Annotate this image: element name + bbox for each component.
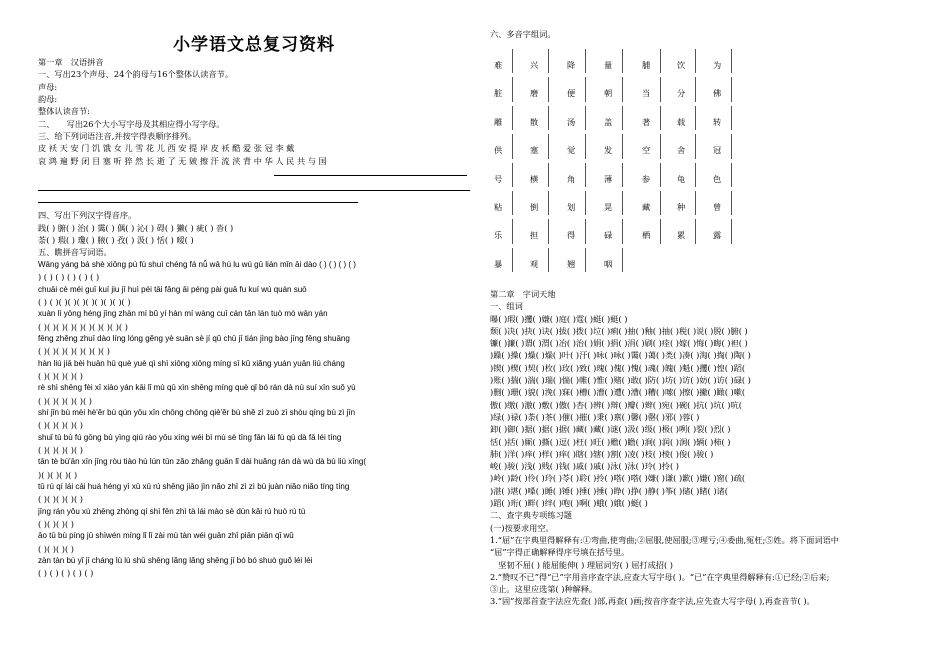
text-line: )湛( )堪( )嗓( )睡( )锤( )捶( )捶( )睁( )挣( )静( )筝( )储( )睹( )诸( [490, 485, 728, 496]
polyphonic-char: 便 [567, 88, 576, 99]
answer-bracket [585, 219, 586, 243]
answer-bracket [695, 134, 696, 158]
polyphonic-char: 冠 [713, 145, 722, 156]
text-line: 哀 鸿 遍 野 闭 目 塞 听 猝 然 长 逝 了 无 皴 擦 汗 流 浃 背 中 华 人 民 共 与 国 [38, 155, 327, 166]
answer-bracket [660, 106, 661, 130]
polyphonic-char: 散 [530, 116, 539, 127]
pinyin-line: shuǐ tù bù fú gōng bù yìng qiú rào yōu xíng wéi bì mù sè tīng fān lái fù qù dà fā léi tíng [38, 432, 342, 442]
pinyin-line: zàn tàn bù yǐ jī cháng lù lù shū shēng lǎng lǎng shēng jī bó bó shuò guǒ léi léi [38, 556, 313, 566]
polyphonic-char: 供 [494, 145, 503, 156]
text-line: )蹈( )珩( )畔( )绊( )咆( )啊( )蛾( )娥( )蜓( ) [490, 498, 648, 509]
answer-brackets: ) ( ) ( ) ( ) ( ) ( ) [38, 272, 100, 283]
polyphonic-char: 薄 [604, 173, 613, 184]
answer-bracket [622, 191, 623, 215]
answer-bracket [660, 219, 661, 243]
pinyin-line: hàn liú jiā bèi huān hū què yuè qì shì xiōng xiōng míng sī kǔ xiǎng yuán yuān liú cháng [38, 358, 345, 368]
answer-brackets: ( )( )( )( )( )( )( )( ) [38, 346, 110, 357]
answer-brackets: ( )( )( )( )( ) [38, 444, 83, 455]
pinyin-line: Wāng yáng bá shè xiōng pú fù shuì chéng fá nǚ wā hú lu wú gū lián mǐn āi dào ( ) ( ) ( ) ( ) [38, 259, 356, 269]
polyphonic-char: 量 [604, 60, 613, 70]
text-line: 整体认读音节: [38, 106, 90, 117]
polyphonic-char: 分 [677, 88, 686, 99]
answer-bracket [660, 134, 661, 158]
answer-bracket [585, 191, 586, 215]
polyphonic-char: 角 [567, 173, 576, 184]
text-line: 一、写出23个声母、24个韵母与16个整体认读音节。 [38, 69, 234, 80]
answer-bracket [622, 106, 623, 130]
text-line: )账( )揣( )湍( )瑞( )惴( )帷( )惟( )赌( )敢( )防( )坊( )访( )妨( )访( )碌( ) [490, 375, 751, 386]
answer-bracket [731, 219, 732, 243]
polyphonic-char: 发 [604, 145, 613, 156]
answer-bracket [548, 106, 549, 130]
polyphonic-char: 栖 [642, 230, 651, 241]
polyphonic-char: 著 [642, 116, 651, 127]
answer-bracket [548, 77, 549, 101]
text-line: 坚韧不屈( ) 能屈能伸( ) 理屈词穷( ) 屈打成招( ) [490, 559, 673, 570]
polyphonic-char: 号 [494, 173, 503, 184]
pinyin-line: āo tū bù píng jū shìwén míng lǐ lǐ zài mù tàn wéi guān zhǐ piān piān qǐ wǔ [38, 531, 294, 541]
text-line: 三、给下列词语注音,并按字得表顺序排列。 [38, 131, 197, 142]
answer-bracket [731, 77, 732, 101]
pinyin-line: jīng rán yǒu xù zhēng zhòng qí shì fēn zhì tà lái mào sè dùn kāi rú huò rú tù [38, 506, 306, 516]
polyphonic-char: 朝 [604, 88, 613, 99]
polyphonic-char: 倒 [530, 202, 539, 212]
answer-bracket [622, 49, 623, 73]
answer-bracket [695, 163, 696, 187]
polyphonic-char: 晃 [604, 202, 613, 212]
text-line: 第二章 字词天地 [490, 289, 556, 299]
polyphonic-char: 难 [494, 60, 503, 70]
answer-bracket [622, 248, 623, 272]
answer-bracket [660, 191, 661, 215]
polyphonic-char: 藏 [642, 202, 651, 212]
answer-bracket [622, 163, 623, 187]
answer-brackets: ( )( )( )( )( )( ) [38, 395, 92, 406]
polyphonic-char: 汤 [567, 116, 576, 127]
polyphonic-char: 为 [713, 60, 722, 70]
polyphonic-grid [490, 58, 930, 288]
polyphonic-char: 转 [713, 116, 722, 127]
text-line: 颓( )决( )抉( )诀( )拔( )拨( )垃( )痢( )抽( )釉( )抽( )税( )说( )脱( )腑( ) [490, 325, 748, 336]
polyphonic-char: 暴 [494, 258, 503, 269]
answer-brackets: ( )( )( )( )( )( )( )( )( )( ) [38, 321, 128, 332]
polyphonic-char: 磨 [530, 88, 539, 99]
answer-bracket [695, 49, 696, 73]
answer-bracket [548, 248, 549, 272]
answer-bracket [731, 49, 732, 73]
text-line: 皮 袄 天 安 门 饥 饿 女 儿 雪 花 儿 西 安 提 岸 皮 袄 酷 爱 张 冠 李 戴 [38, 143, 295, 154]
answer-bracket [512, 163, 513, 187]
polyphonic-char: 舍 [677, 145, 686, 156]
text-line: 恬( )括( )厮( )撕( )逗( )枉( )旺( )赡( )瞻( )涧( )润( )涧( )辆( )柿( ) [490, 436, 731, 447]
polyphonic-char: 雕 [494, 116, 503, 127]
text-line: 四、写出下列汉字得音序。 [38, 210, 137, 221]
text-line: 卸( )御( )据( )据( )据( )藏( )藏( )谜( )汲( )级( )极( )咧( )裂( )烈( ) [490, 424, 731, 435]
answer-bracket [548, 163, 549, 187]
polyphonic-char: 横 [530, 173, 539, 184]
polyphonic-char: 观 [530, 258, 539, 269]
text-line: 镰( )濂( )谓( )渭( )冶( )治( )娟( )捐( )涓( )刷( )痊( )嫁( )悔( )晦( )袒( ) [490, 338, 748, 349]
text-line: )锲( )楔( )契( )枚( )玫( )致( )瑰( )傀( )愧( )魂( )魄( )魁( )攫( )惶( )蹈( [490, 362, 746, 373]
text-line: 二、查字典专项练习题 [490, 510, 572, 521]
polyphonic-char: 得 [567, 230, 576, 241]
answer-bracket [660, 49, 661, 73]
text-line: 声母: [38, 81, 58, 92]
polyphonic-char: 盖 [604, 116, 613, 127]
section-four-five [38, 209, 470, 258]
answer-brackets: ( )( )( )( )( ) [38, 494, 83, 505]
polyphonic-char: 划 [567, 202, 576, 212]
polyphonic-char: 空 [642, 145, 651, 156]
answer-bracket [731, 134, 732, 158]
answer-bracket [695, 191, 696, 215]
answer-bracket [695, 77, 696, 101]
answer-bracket [660, 163, 661, 187]
answer-bracket [512, 219, 513, 243]
polyphonic-char: 粘 [494, 202, 503, 212]
text-line: 傲( )缴( )激( )敷( )傲( )杏( )辨( )辩( )瓣( )辫( )宛( )碗( )抗( )坑( )吭( [490, 399, 742, 410]
answer-brackets: ( ) ( )( )( )( )( )( )( )( )( ) [38, 296, 131, 307]
right-column [490, 0, 930, 608]
text-line: 3.“固”按部首查字法应先查( )部,再查( )画;按音序查字法,应先查大写字母( ),再查音节( )。 [490, 596, 815, 607]
polyphonic-char: 降 [567, 60, 576, 70]
text-line: )绿( )禄( )荼( )茶( )催( )摧( )秉( )禀( )馨( )罄( )邪( )蓉( ) [490, 411, 700, 422]
text-line: 荼( ) 瑕( ) 瓊( ) 腋( ) 孜( ) 汲( ) 恬( ) 暧( ) [38, 235, 194, 246]
polyphonic-char: 佛 [713, 88, 722, 99]
text-line: 一、组词 [490, 301, 523, 312]
answer-bracket [548, 219, 549, 243]
polyphonic-char: 当 [642, 88, 651, 99]
answer-line [38, 167, 470, 179]
polyphonic-char: 色 [713, 173, 722, 184]
page-title: 小学语文总复习资料 [173, 35, 335, 55]
text-line: 肺( )洋( )痒( )样( )痒( )瞎( )辖( )割( )凌( )枝( )棱( )俊( )骏( ) [490, 448, 714, 459]
answer-bracket [585, 106, 586, 130]
pinyin-line: fēng zhěng zhuī dào líng lóng gěng yè suān sè jí qǔ chū jī tián jìng bào jīng fēng shuāng [38, 333, 350, 343]
answer-line [38, 191, 358, 203]
text-line: 第一章 汉语拼音 [38, 57, 104, 67]
answer-bracket [585, 49, 586, 73]
chapter-two-section [490, 288, 930, 608]
answer-bracket [731, 191, 732, 215]
polyphonic-char: 觉 [567, 145, 576, 156]
pinyin-line: chuāi cè méi guī kuí jiu jī huì péi tāi fāng āi péng pài guā fu kuí wú quán suō [38, 284, 307, 294]
polyphonic-char: 担 [530, 230, 539, 241]
answer-bracket [585, 134, 586, 158]
answer-brackets: ( )( )( )( ) [38, 543, 74, 554]
answer-bracket [585, 77, 586, 101]
polyphonic-char: 饮 [677, 60, 686, 70]
pinyin-line: xuàn lì yōng héng jīng zhàn mí bǔ yí hàn mí wàng cuī cán tān lán tuò mò wān yán [38, 309, 328, 319]
answer-bracket [548, 134, 549, 158]
answer-bracket [512, 134, 513, 158]
answer-bracket [660, 77, 661, 101]
pinyin-line: rè shì shēng fèi xī xiào yán kāi lǐ mù qū xìn shēng míng què qǐ bó rán dà nù suí xīn suǒ yù [38, 383, 356, 393]
text-line: )躁( )操( )燥( )燥( )叶( )汗( )咏( )咏( )霭( )蔼( )类( )凑( )淘( )掏( )陶( ) [490, 350, 751, 361]
answer-bracket [731, 163, 732, 187]
pinyin-exercise [38, 259, 470, 580]
answer-brackets: ( ) ( ) ( ) ( ) ( ) [38, 568, 94, 579]
answer-bracket [512, 106, 513, 130]
polyphonic-char: 累 [677, 230, 686, 241]
text-line: 韵母: [38, 94, 58, 105]
text-line: ③止。这里应选第( )种解释。 [490, 584, 598, 595]
text-line: 五、瞧拼音写词语。 [38, 247, 112, 258]
polyphonic-char: 露 [713, 230, 722, 241]
answer-brackets: ( )( )( )( )( ) [38, 420, 83, 431]
answer-line [38, 179, 470, 191]
answer-bracket [622, 134, 623, 158]
answer-bracket [512, 191, 513, 215]
text-line: 二、 写出26个大小写字母及其相应得小写字母。 [38, 118, 225, 129]
polyphonic-char: 翘 [567, 258, 576, 269]
answer-bracket [548, 191, 549, 215]
text-line: “屈”字得正确解释得序号填在括号里。 [490, 547, 630, 558]
pinyin-line: tū rú qí lái cái huá héng yì xū xū rú shēng jiāo jìn nǎo zhī zì zì bù juàn niǎo niǎo tíng tíng [38, 482, 350, 491]
polyphonic-char: 乐 [494, 230, 503, 241]
chapter-one-section [38, 56, 470, 167]
text-line: )删( )珊( )貌( )浼( )寐( )槽( )漕( )遭( )漕( )糟( )嗦( )擦( )撇( )瞰( )嗽( [490, 387, 746, 398]
text-line: 1.“屈”在字典里得解释有:①弯曲,使弯曲;②屈服,使屈服;③理亏;④委曲,冤枉;⑤姓。将下面词语中 [490, 534, 839, 545]
polyphonic-char: 脏 [494, 88, 503, 99]
polyphonic-char: 种 [677, 202, 686, 212]
polyphonic-char: 参 [642, 173, 651, 184]
answer-bracket [695, 219, 696, 243]
left-column [38, 0, 470, 580]
text-line: 2.“赞叹不已”得“已”字用音序查字法,应查大写字母( )。“已”在字典里得解释有:①已经;②后来; [490, 571, 830, 582]
text-line: 曝( )瑕( )攫( )嫌( )庭( )霆( )蜓( )蜓( ) [490, 313, 628, 324]
polyphonic-char: 曾 [713, 202, 722, 212]
answer-brackets: ( )( )( )( ) [38, 519, 74, 530]
polyphonic-char: 兴 [530, 60, 539, 70]
polyphonic-char: 碌 [604, 230, 613, 241]
answer-bracket [512, 49, 513, 73]
polyphonic-char: 塞 [530, 145, 539, 156]
text-line: (一)按要求用空。 [490, 522, 554, 533]
polyphonic-char: 载 [677, 116, 686, 127]
section-heading-six: 六、多音字组词。 [490, 29, 556, 39]
pinyin-line: shí jǐn bù mèi hè'ěr bù qún yōu xīn chōng chōng qiè'ěr bù shě zì zuò zì shòu qíng bù zì jīn [38, 407, 356, 417]
answer-bracket [622, 219, 623, 243]
text-line: 践( ) 腑( ) 治( ) 霭( ) 偶( ) 沁( ) 碍( ) 獭( ) 疵( ) 沓( ) [38, 222, 234, 233]
answer-bracket [585, 248, 586, 272]
answer-bracket [731, 106, 732, 130]
answer-brackets: ( )( )( )( )( ) [38, 370, 83, 381]
polyphonic-char: 咽 [604, 258, 613, 269]
answer-bracket [622, 77, 623, 101]
answer-bracket [512, 248, 513, 272]
answer-bracket [548, 49, 549, 73]
answer-bracket [695, 106, 696, 130]
text-line: 峻( )骏( )浅( )贱( )钱( )戚( )戚( )泳( )泳( )玲( )拎( ) [490, 461, 679, 472]
polyphonic-char: 龟 [677, 173, 686, 184]
answer-bracket [512, 77, 513, 101]
polyphonic-char: 脯 [642, 60, 651, 70]
answer-bracket [585, 163, 586, 187]
answer-brackets: )( )( )( )( ) [38, 469, 78, 480]
pinyin-line: tān tè bù'ān xīn jīng ròu tiào hù lún tūn zǎo zhǎng guān lǐ dài huǎng rán dà wù dà bù liú xīng( [38, 457, 366, 467]
text-line: )岭( )龄( )伶( )玲( )苓( )聆( )拎( )嗒( )嗒( )嫌( )谦( )歉( )嫌( )窗( )疏( [490, 473, 746, 484]
